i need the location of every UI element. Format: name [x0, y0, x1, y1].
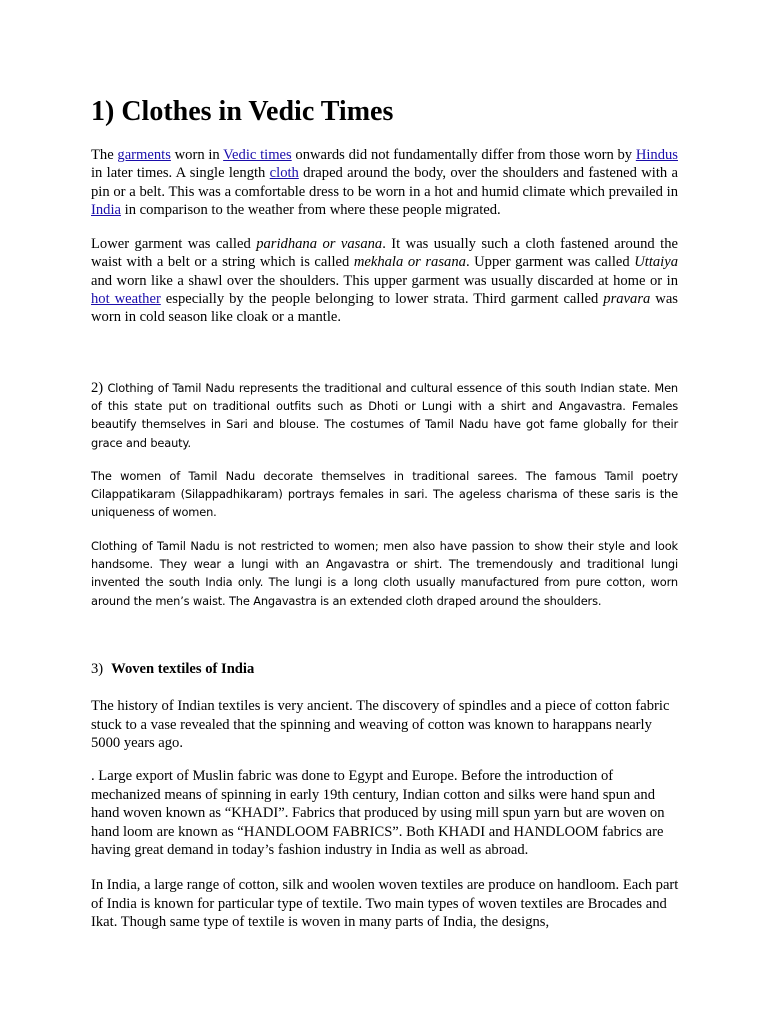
- link-garments[interactable]: garments: [117, 147, 171, 163]
- link-vedic-times[interactable]: Vedic times: [223, 147, 292, 163]
- link-hindus[interactable]: Hindus: [635, 147, 678, 163]
- section3-heading: 3) Woven textiles of India: [91, 661, 255, 677]
- link-india[interactable]: India: [91, 201, 121, 218]
- section3-paragraph-1: The history of Indian textiles is very ancient. The discovery of spindles and a piece of cotton fabric stuck to a vase revealed that the spinning and weaving of cotton was known to harappans nearly 5000 years ago.: [91, 698, 670, 751]
- link-cloth[interactable]: cloth: [269, 165, 299, 182]
- section3-paragraph-3: In India, a large range of cotton, silk and woolen woven textiles are produce on handloom. Each part of India is known for particular type of textile. Two main types of woven textiles are Brocades and Ikat. Though same type of textile is woven in many parts of India, the designs,: [91, 877, 679, 930]
- section2-paragraph-2: The women of Tamil Nadu decorate themselves in traditional sarees. The famous Tamil poetry Cilappatikaram (Silappadhikaram) portrays females in sari. The ageless charisma of these saris is the uniqueness of women.: [91, 469, 678, 520]
- section2-paragraph-3: Clothing of Tamil Nadu is not restricted to women; men also have passion to show their style and look handsome. They wear a lungi with an Angavastra or shirt. The tremendously and traditional lungi invented the south India only. The lungi is a long cloth usually manufactured from pure cotton, worn around the men’s waist. The Angavastra is an extended cloth draped around the shoulders.: [91, 539, 678, 608]
- link-hot-weather[interactable]: hot weather: [91, 290, 161, 307]
- section1-paragraph-1: The garments worn in Vedic times onwards did not fundamentally differ from those worn by Hindus in later times. A single length cloth draped around the body, over the shoulders and fastened with a pin or a belt. This was a comfortable dress to be worn in a hot and humid climate which prevailed in India in comparison to the weather from where these people migrated.: [91, 147, 678, 218]
- section3-paragraph-2: . Large export of Muslin fabric was done to Egypt and Europe. Before the introduction of mechanized means of spinning in early 19th century, Indian cotton and silks were hand spun and hand woven known as “KHADI”. Fabrics that produced by using mill spun yarn but are woven on hand loom are known as “HANDLOOM FABRICS”. Both KHADI and HANDLOOM fabrics are having great demand in today’s fashion industry in India as well as abroad.: [91, 768, 665, 858]
- section1-heading: 1) Clothes in Vedic Times: [91, 96, 394, 127]
- section1-paragraph-2: Lower garment was called paridhana or vasana. It was usually such a cloth fastened around the waist with a belt or a string which is called mekhala or rasana. Upper garment was called Uttaiya and worn like a shawl over the shoulders. This upper garment was usually discarded at home or in hot weather especially by the people belonging to lower strata. Third garment called pravara was worn in cold season like cloak or a mantle.: [91, 236, 678, 326]
- section2-paragraph-1: 2) Clothing of Tamil Nadu represents the traditional and cultural essence of this south Indian state. Men of this state put on traditional outfits such as Dhoti or Lungi with a shirt and Angavastra. Females beautify themselves in Sari and blouse. The costumes of Tamil Nadu have got fame globally for their grace and beauty.: [91, 380, 678, 450]
